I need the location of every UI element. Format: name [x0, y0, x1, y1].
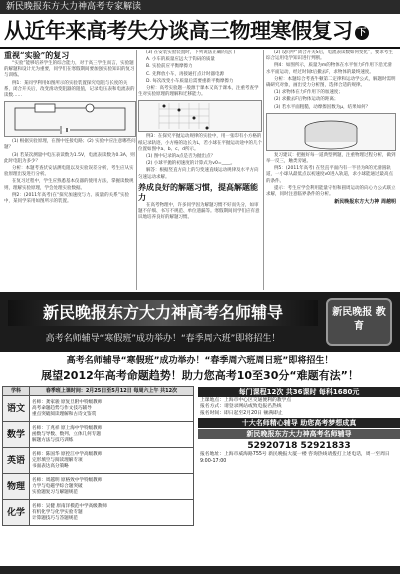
article-paragraph: A. 小车的质量应远大于钩码的质量	[146, 57, 215, 63]
subject-details: 名师：周越明 原格致中学特级教师 力学与电磁学综合题突破 实验题复习与解题规范	[30, 474, 194, 500]
headline-text: 从近年来高考失分谈高三物理寒假复习	[4, 18, 353, 43]
article-paragraph: (2) 设问中“闭合开关S后，电流表读数如何变化”，要求考生综合运用电学知识进行判断。	[266, 50, 393, 62]
ad-info-heading: 十大名师精心辅导 助您高考梦想成真	[198, 418, 400, 428]
subject-name: 英语	[3, 448, 30, 474]
article-paragraph: 分析：本题考查伏安法测电阻以及实验误差分析，考生应从实验原理出发进行分析。	[4, 166, 134, 178]
ad-hotline: 52920718 52921833	[247, 441, 351, 452]
article-paragraph: 例5：(2011年高考) 在竖直平面内有一半径为R的光滑圆轨道，一小球从最低点以初速度v0进入轨道，求小球能通过最高点的条件。	[266, 166, 394, 184]
ad-info-line: 报名方式：请登录网站或致电报名热线	[200, 404, 282, 410]
article-paragraph: 复习建议：把握好每一道典型例题，注重物理过程分析，做到举一反三，触类旁通。	[266, 152, 396, 165]
subject-name: 物理	[3, 474, 30, 500]
article-paragraph: (3) 若某次测量中电压表读数为1.5V，电流表读数为0.3A，则此时电阻为多少？	[4, 152, 135, 164]
article-paragraph: 提示：考生应学会利用能量守恒和圆周运动的向心力公式联立求解，同时注意临界条件的分析。	[266, 185, 396, 198]
table-row	[3, 500, 194, 526]
ad-subtitle-1: 高考名师辅导“寒假班”成功举办！“春季周六班周日班”即将招生！	[66, 356, 334, 366]
article-paragraph: (2) 求撤去F后物体运动的距离；	[274, 97, 339, 103]
column-divider	[263, 50, 264, 290]
article-paragraph: (3) 在安装实验装置时，下列说法正确的是( )	[146, 50, 236, 55]
article-paragraph: “实验”能够培养学生的综合能力，对于高三学生而言，实验题的解题和设计尤为重要，同学们在寒假期间要加强实验知识的复习与训练。	[4, 61, 135, 79]
article-paragraph: (1) 图中记录的a点是否为抛出点？	[146, 154, 216, 160]
section-banner: 新民晚报东方大力神高考专家解读	[0, 0, 400, 14]
ad-info-heading: 新民晚报东方大力神高考名师辅导	[198, 429, 400, 439]
table-header-row	[3, 387, 194, 396]
trajectory-grid-diagram	[139, 101, 261, 131]
ad-slogan: 高考名师辅导“寒假班”成功举办！“春季周六班”即将招生！	[45, 334, 281, 344]
article-paragraph: 在复习过程中，学生应熟悉基本仪器的使用方法，掌握读数规则，理解实验原理，学会处理实验数据。	[4, 179, 134, 191]
article-paragraph: 例3：在探究平抛运动规律的实验中，用一张印有小方格的纸记录轨迹，小方格的边长为L，若小球在平抛运动途中的几个位置如图中a、b、c、d所示。	[138, 134, 262, 152]
article-paragraph: 例1：某同学利用如图所示的实验装置探究电阻与长度的关系，闭合开关后，改变滑动变阻器的阻值，记录电压表和电流表的读数……	[4, 80, 135, 99]
subject-name: 化学	[3, 500, 30, 526]
article-paragraph: 分析：高考实验题一般源于课本又高于课本，注重考查学生对实验原理的理解和迁移能力。	[138, 86, 259, 98]
table-row	[3, 474, 194, 500]
circular-track-diagram	[267, 114, 395, 150]
subject-details: 名师：陈国华 原控江中学高级教师 完形填空与阅读理解专项 书面表达高分策略	[30, 448, 194, 474]
article-paragraph: 解答：根据竖直方向上的匀变速直线运动规律及水平方向匀速运动求解。	[138, 168, 259, 180]
table-row	[3, 396, 194, 422]
ad-info-heading: 每门课程12次 共36课时 每科1680元	[198, 387, 400, 397]
article-paragraph: (2) 小球平抛的初速度的计算式为v0=____。	[146, 161, 236, 167]
ad-badge-logo: 新民晚报 教育	[326, 298, 392, 346]
ad-info-line: 报名时间：即日起至2月20日 额满即止	[200, 410, 283, 416]
table-header-cell: 学科	[3, 387, 30, 396]
article-paragraph: 分析：本题综合考查牛顿第二定律和运动学公式，解题时需明确研究对象，画出受力分析图，选择合适的规律。	[266, 76, 396, 89]
subject-name: 语文	[3, 396, 30, 422]
ad-info-column	[198, 386, 400, 566]
article-column-2	[138, 50, 262, 290]
trajectory-grid-figure	[138, 100, 262, 132]
article-column-1	[4, 50, 136, 290]
circuit-diagram-figure	[4, 101, 136, 137]
ad-title: 新民晚报东方大力神高考名师辅导	[8, 300, 318, 326]
subject-details: 名师：丁兆祥 原上海中学特级教师 函数与导数、数列、立体几何专题 解题方法与技巧训练	[30, 422, 194, 448]
page-footer-bar	[0, 566, 400, 574]
article-paragraph: (3) 若水平面粗糙，动摩擦因数为μ，结果如何？	[274, 104, 371, 110]
article-byline: 新民晚报东方大力神 周越明	[334, 199, 396, 206]
article-paragraph: C. 先释放小车，再接通打点计时器电源	[146, 71, 225, 77]
circuit-diagram	[5, 102, 135, 136]
article-column-3	[266, 50, 396, 290]
subject-details: 名师：龚家骏 原复旦附中特级教师 高考命题趋势与作文技巧辅导 重点突破阅读理解和古诗文鉴赏	[30, 396, 194, 422]
ad-subtitle-2: 展望2012年高考命题趋势！助力您高考10至30分“难题有法”！	[41, 369, 359, 382]
table-row	[3, 422, 194, 448]
article-paragraph: B. 实验前应平衡摩擦力	[146, 64, 193, 70]
page-headline	[4, 16, 396, 46]
table-row	[3, 448, 194, 474]
article-paragraph: (1) 根据实验原理，在图中连接电路；(2) 实验中应注意哪些问题？	[4, 139, 136, 151]
column-divider	[136, 50, 137, 290]
subject-details: 名师：吴健 原南洋模范中学高级教师 有机化学与化学实验专题 计算题技巧与答题规范	[30, 500, 194, 526]
ad-header	[0, 292, 400, 352]
section-title-experiment: 重视“实验”的复习	[4, 50, 70, 60]
article-paragraph: D. 每次改变小车质量后需要重新平衡摩擦力	[146, 78, 234, 84]
subject-name: 数学	[3, 422, 30, 448]
headline-rule	[0, 47, 400, 49]
advertisement	[0, 292, 400, 574]
article-paragraph: 在高考物理中，许多同学因为解题习惯不好而失分，如审题不仔细、书写不规范、单位遗漏等。寒假期间同学们应有意识地培养良好的解题习惯。	[138, 202, 260, 221]
circular-track-figure	[266, 113, 396, 151]
section-title-habits: 养成良好的解题习惯，提高解题能力	[138, 181, 258, 202]
ad-address: 报名地址：上海市威海路755号 新民晚报大厦一楼 咨询热线请拨打上述电话，周一至周日 9:00-17:00	[200, 452, 390, 464]
article-paragraph: 例4：如图所示，质量为m的物体在水平恒力F作用下沿光滑水平面运动，经过时间t后撤去F，求物体的最终速度。	[266, 63, 392, 75]
article-paragraph: (1) 求物体在力F作用下的加速度；	[274, 90, 343, 96]
ad-info-line: 上课地点：上海市中心区交通便利的教学点	[200, 398, 292, 403]
schedule-table	[2, 386, 194, 526]
table-header-cell: 春季班上课时间：2月25日至5月12日 每周六上午 共12次	[30, 387, 194, 396]
continue-down-icon: 下	[355, 26, 369, 40]
article-paragraph: 例2：(2011年高考)在“探究加速度与力、质量的关系”实验中，某同学采用如图所示的装置。	[4, 192, 129, 205]
